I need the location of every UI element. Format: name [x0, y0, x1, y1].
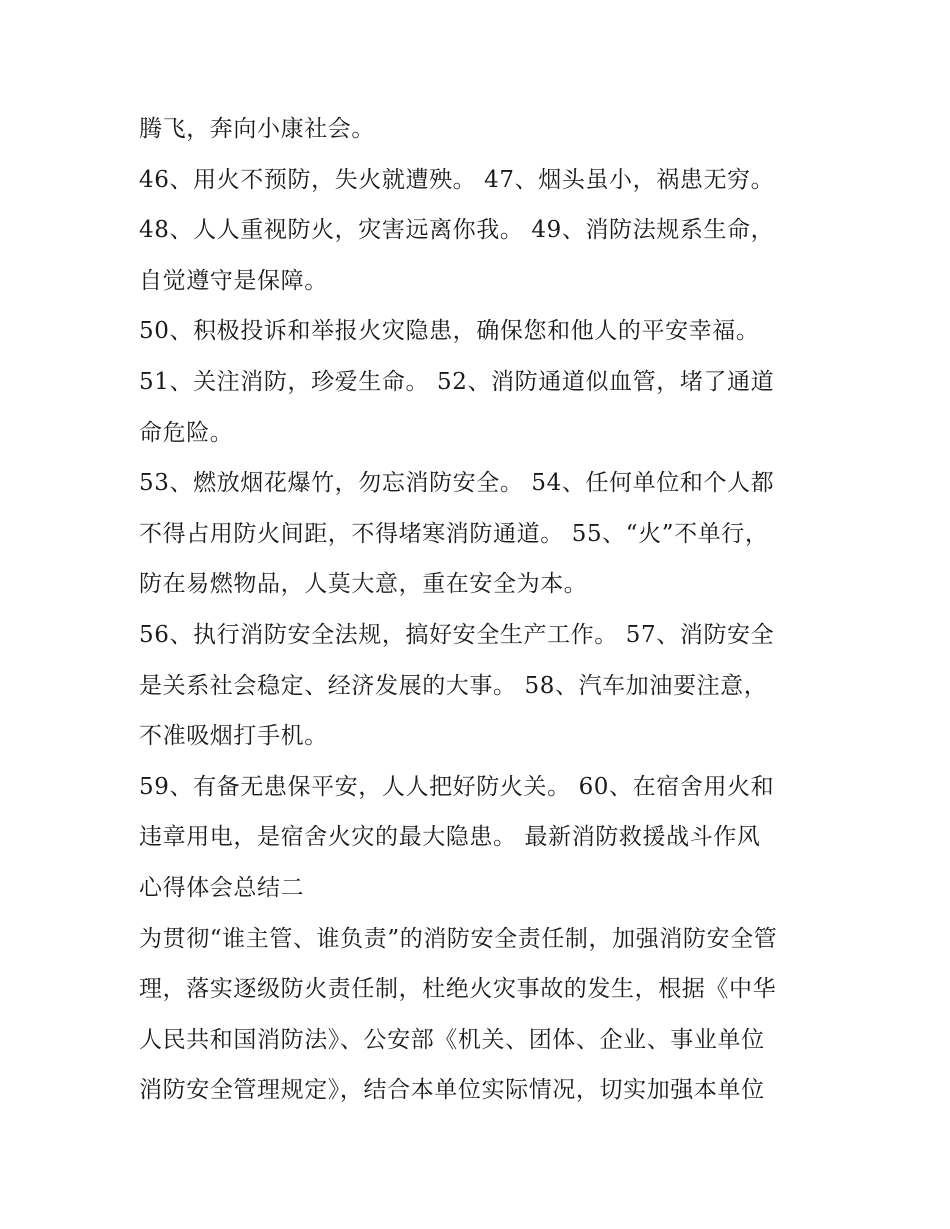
- text-line: 56、执行消防安全法规，搞好安全生产工作。 57、消防安全: [139, 621, 775, 648]
- text-line: 理，落实逐级防火责任制，杜绝火灾事故的发生，根据《中华: [139, 976, 777, 1003]
- text-line: 人民共和国消防法》、公安部《机关、团体、企业、事业单位: [139, 1026, 765, 1053]
- text-line: 防在易燃物品，人莫大意，重在安全为本。: [139, 571, 588, 598]
- text-line: 50、积极投诉和举报火灾隐患，确保您和他人的平安幸福。: [139, 318, 760, 345]
- text-line: 心得体会总结二: [139, 874, 305, 901]
- text-line: 为贯彻“谁主管、谁负责”的消防安全责任制，加强消防安全管: [139, 925, 778, 952]
- text-line: 51、关注消防，珍爱生命。 52、消防通道似血管，堵了通道: [139, 368, 775, 395]
- text-line: 53、燃放烟花爆竹，勿忘消防安全。 54、任何单位和个人都: [139, 470, 775, 497]
- text-line: 命危险。: [139, 419, 234, 446]
- text-line: 自觉遵守是保障。: [139, 267, 328, 294]
- text-line: 不准吸烟打手机。: [139, 723, 328, 750]
- text-line: 48、人人重视防火，灾害远离你我。 49、消防法规系生命，: [139, 217, 775, 244]
- text-line: 是关系社会稳定、经济发展的大事。 58、汽车加油要注意，: [139, 672, 768, 699]
- text-line: 46、用火不预防，失火就遭殃。 47、烟头虽小，祸患无穷。: [139, 166, 775, 193]
- text-line: 违章用电，是宿舍火灾的最大隐患。 最新消防救援战斗作风: [139, 824, 761, 851]
- text-line: 消防安全管理规定》，结合本单位实际情况，切实加强本单位: [139, 1077, 765, 1104]
- text-line: 不得占用防火间距，不得堵寒消防通道。 55、“火”不单行，: [139, 520, 769, 547]
- text-line: 腾飞，奔向小康社会。: [139, 116, 375, 142]
- document-body: [139, 104, 839, 1116]
- text-line: 59、有备无患保平安，人人把好防火关。 60、在宿舍用火和: [139, 773, 775, 800]
